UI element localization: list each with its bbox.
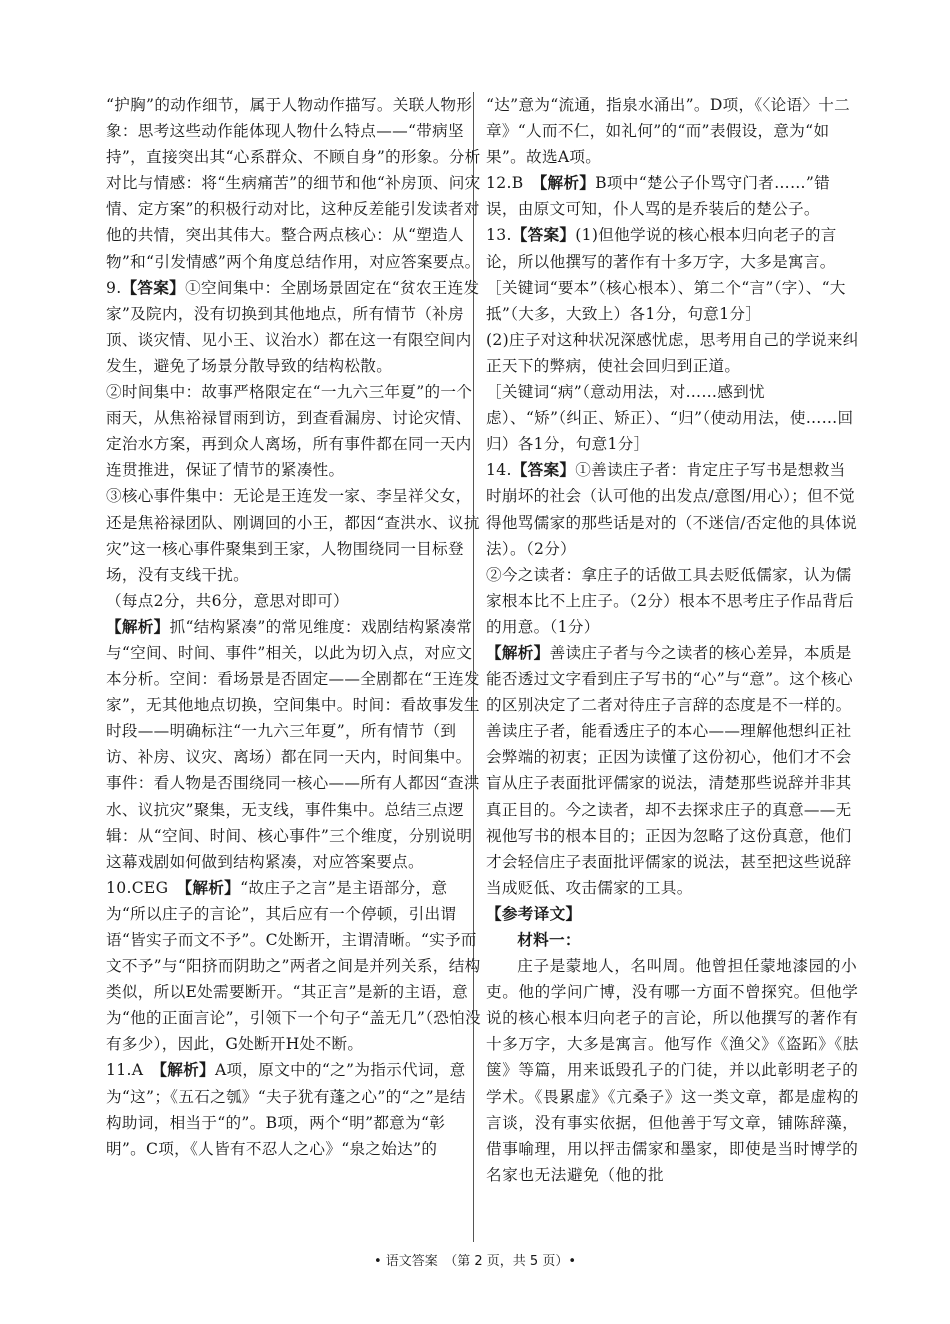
q11-number: 11.: [106, 1061, 132, 1080]
page-footer: • 语文答案 （第 2 页，共 5 页）•: [373, 1254, 577, 1269]
q13-answer-part2: (2)庄子对这种状况深感忧虑，思考用自己的学说来纠正天下的弊病，使社会回归到正道。: [486, 330, 859, 375]
q9-answer: [106, 275, 481, 379]
q9-analysis: [106, 614, 481, 875]
reference-translation-title: 【参考译文】: [486, 903, 582, 923]
q10-number: 10.: [106, 878, 132, 897]
material1-translation: 庄子是蒙地人，名叫周。他曾担任蒙地漆园的小吏。他的学问广博，没有哪一方面不曾探究。但他学说的核心根本归向老子的言论，所以他撰写的著作有十多万字，大多是寓言。他写作《渔父》《盗跖》《胠箧》等篇，用来诋毁孔子的门徒，并以此彰明老子的学术。《畏累虚》《亢桑子》这一类文章，都是虚构的言谈，没有事实依据，但他善于写文章，铺陈辞藻，借事喻理，用以抨击儒家和墨家，即使是当时博学的名家也无法避免（他的批: [486, 957, 860, 1184]
q13-keywords1: ［关键词“要本”（核心根本）、第二个“言”（字）、“大抵”（大多，大致上）各1分，句意1分］: [486, 278, 846, 323]
q13-answer: [486, 222, 861, 274]
q11-answer: A: [131, 1061, 144, 1080]
q14-answer-point2: ②今之读者：拿庄子的话做工具去贬低儒家，认为儒家根本比不上庄子。（2分）根本不思考庄子作品背后的用意。（1分）: [486, 565, 854, 636]
q10: [106, 875, 481, 1058]
q11-analysis-tag: 【解析】: [159, 1060, 215, 1080]
q9-analysis-text: 抓“结构紧凑”的常见维度：戏剧结构紧凑常与“空间、时间、事件”相关，以此为切入点，对应文本分析。空间：看场景是否固定——全剧都在“王连发家”，无其他地点切换，空间集中。时间：看故事发生时段——明确标注“一九六三年夏”，所有情节（到访、补房、议灾、离场）都在同一天内，时间集中。事件：看人物是否围绕同一核心——所有人都因“查洪水、议抗灾”聚集，无支线，事件集中。总结三点逻辑：从“空间、时间、核心事件”三个维度，分别说明这幕戏剧如何做到结构紧凑，对应答案要点。: [106, 617, 480, 871]
q9-answer-point3: ③核心事件集中：无论是王连发一家、李呈祥父女，还是焦裕禄团队、刚调回的小王，都因“查洪水、议抗灾”这一核心事件聚集到王家，人物围绕同一目标登场，没有支线干扰。: [106, 487, 480, 584]
q10-answer: CEG: [131, 878, 169, 897]
q10-analysis-tag: 【解析】: [184, 877, 241, 897]
q14-number: 14.: [486, 461, 512, 480]
q9-answer-point1: ①空间集中：全剧场景固定在“贫农王连发家”及院内，没有切换到其他地点，所有情节（补房顶、谈灾情、见小王、议治水）都在这一有限空间内发生，避免了场景分散导致的结构松散。: [106, 278, 480, 375]
q14-answer-point1: ①善读庄子者：肯定庄子写书是想救当时崩坏的社会（认可他的出发点/意图/用心）；但不觉得他骂儒家的那些话是对的（不迷信/否定他的具体说法）。（2分）: [486, 461, 858, 558]
q13-keywords2: ［关键词“病”（意动用法，对……感到忧虑）、“矫”（纠正、矫正）、“归”（使动用法，使……回归）各1分，句意1分］: [486, 383, 854, 454]
q12-number: 12.: [486, 174, 512, 193]
q14-analysis: [486, 640, 861, 901]
q14-analysis-text: 善读庄子者与今之读者的核心差异，本质是能否透过文字看到庄子写书的“心”与“意”。这个核心的区别决定了二者对待庄子言辞的态度是不一样的。善读庄子者，能看透庄子的本心——理解他想纠正社会弊端的初衷；正因为读懂了这份初心，他们才不会盲从庄子表面批评儒家的说法，清楚那些说辞并非其真正目的。今之读者，却不去探求庄子的真意——无视他写书的根本目的；正因为忽略了这份真意，他们才会轻信庄子表面批评儒家的说法，甚至把这些说辞当成贬低、攻击儒家的工具。: [486, 643, 853, 897]
q11-analysis-continued: “达”意为“流通，指泉水涌出”。D项，《〈论语〉十二章》“人而不仁，如礼何”的“而”表假设，意为“如果”。故选A项。: [486, 96, 851, 167]
material1-title: 材料一：: [517, 930, 581, 949]
q12: [486, 170, 861, 222]
q9-answer-tag: 【答案】: [121, 277, 186, 297]
q13-answer-part1: (1)但他学说的核心根本归向老子的言论，所以他撰写的著作有十多万字，大多是寓言。: [486, 226, 837, 271]
right-column: [486, 92, 861, 1188]
q13-answer-tag: 【答案】: [511, 225, 576, 245]
q8-analysis-end: “护胸”的动作细节，属于人物动作描写。关联人物形象：思考这些动作能体现人物什么特点——“带病坚持”，直接突出其“心系群众、不顾自身”的形象。分析对比与情感：将“生病痛苦”的细节和他“补房顶、问灾情、定方案”的积极行动对比，这种反差能引发读者对他的共情，突出其伟大。整合两点核心：从“塑造人物”和“引发情感”两个角度总结作用，对应答案要点。: [106, 96, 481, 271]
q14-answer-tag: 【答案】: [511, 460, 576, 480]
q9-answer-point2: ②时间集中：故事严格限定在“一九六三年夏”的一个雨天，从焦裕禄冒雨到访，到查看漏房、讨论灾情、定治水方案，再到众人离场，所有事件都在同一天内连贯推进，保证了情节的紧凑性。: [106, 383, 473, 480]
left-column: [106, 92, 481, 1162]
q9-analysis-tag: 【解析】: [106, 616, 170, 636]
q11: [106, 1057, 481, 1161]
q13-number: 13.: [486, 226, 512, 245]
q9-number: 9.: [106, 278, 122, 297]
q14-answer: [486, 457, 861, 561]
q12-answer: B: [511, 174, 524, 193]
q10-analysis-text: “故庄子之言”是主语部分，意为“所以庄子的言论”，其后应有一个停顿，引出谓语“皆实子而文不予”。C处断开，主谓清晰。“实予而文不予”与“阳挤而阴助之”两者之间是并列关系，结构类似，所以E处需要断开。“其正言”是新的主语，意为“他的正面言论”，引领下一个句子“盖无几”（恐怕没有多少），因此，G处断开H处不断。: [106, 878, 481, 1054]
q12-analysis-tag: 【解析】: [539, 173, 596, 193]
q14-analysis-tag: 【解析】: [486, 642, 550, 662]
q11-analysis-text: A项，原文中的“之”为指示代词，意为“这”；《五石之瓠》“夫子犹有蓬之心”的“之”是结构助词，相当于“的”。B项，两个“明”都意为“彰明”。C项，《人皆有不忍人之心》“泉之始达”的: [106, 1061, 466, 1158]
q12-analysis-text: B项中“楚公子仆骂守门者……”错误，由原文可知，仆人骂的是乔装后的楚公子。: [486, 174, 831, 219]
q9-score-note: （每点2分，共6分，意思对即可）: [106, 591, 349, 610]
